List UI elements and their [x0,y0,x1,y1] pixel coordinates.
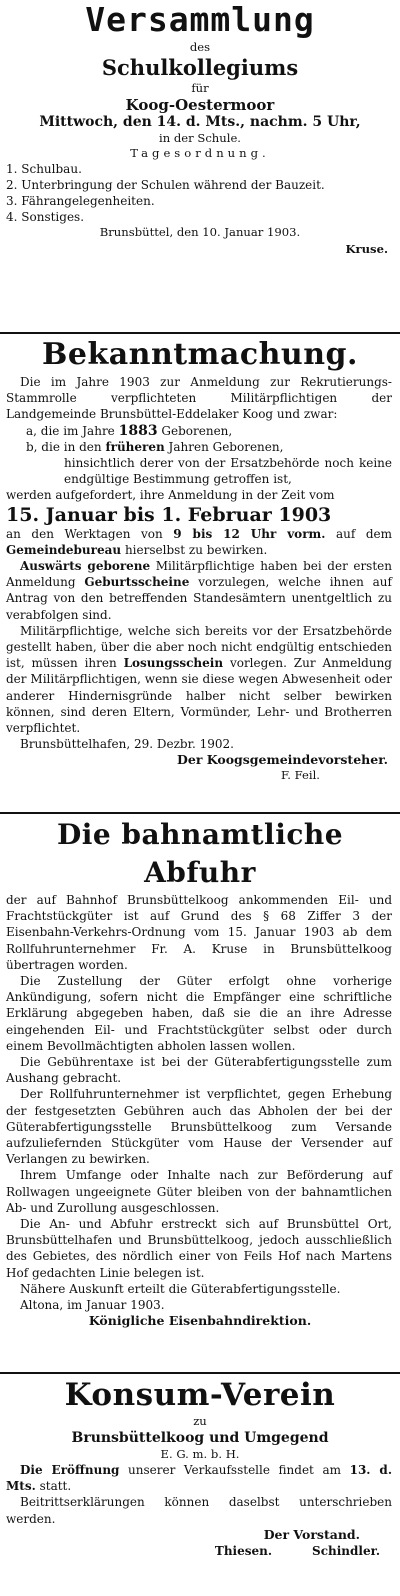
announcement-paragraph [0,558,400,623]
item-a-post: Geborenen, [161,423,233,438]
assembly-org: Schulkollegiums [101,55,299,80]
assembly-when: Mittwoch, den 14. d. Mts., nachm. 5 Uhr, [39,114,361,130]
item-b-pre: b, die in den [26,439,102,454]
item-b-post: Jahren Geborenen, [168,439,284,454]
cooperative-paragraph [0,1462,400,1494]
cooperative-legal: E. G. m. b. H. [160,1447,240,1461]
cooperative-zu: zu [193,1414,207,1428]
office-bold: Gemeindebureau [6,542,122,557]
hours-bold: 9 bis 12 Uhr vorm. [173,526,326,541]
p4-bold: Auswärts geborene [20,559,151,574]
cooperative-notice [0,1376,400,1559]
agenda-item: 1. Schulbau. [6,162,82,176]
freight-signature: Königliche Eisenbahndirektion. [88,1313,312,1329]
divider [0,332,400,334]
announcement-paragraph: werden aufgefordert, ihre Anmeldung in der Zeit vom [6,488,335,503]
hours-pre: an den Werktagen von [6,526,163,541]
announcement-signer: F. Feil. [281,768,320,783]
announcement-notice [0,336,400,783]
p5-post: vorlegen. Zur Anmeldung der Militärpflichtigen, wenn sie diese wegen Abwesenheit oder anderer Hindernisgründe halber nicht selber bewirken können, sind deren Eltern, Vormünder, Lehr- und Brotherren verpflichtet. [6,656,392,736]
opening-mid: unserer Verkaufsstelle findet am [128,1463,341,1477]
divider [0,1372,400,1374]
freight-paragraph: Der Rollfuhrunternehmer ist verpflichtet, gegen Erhebung der festgesetzten Gebühren auch das Abholen der bei der Güterabfertigungsstelle Brunsbüttelkoog zum Versande aufzuliefernden Stückgüter vom Hause der Versender auf Verlangen zu bewirken. [6,1087,392,1167]
announcement-paragraph [0,526,400,558]
freight-paragraph: Die Zustellung der Güter erfolgt ohne vorherige Ankündigung, sofern nicht die Empfänger eine schriftliche Erklärung abgegeben haben, daß sie die an ihre Adresse eingehenden Eil- und Frachtstückgüter selbst oder durch einem Bevollmächtigten abholen lassen wollen. [6,974,392,1053]
freight-paragraph: Ihrem Umfange oder Inhalte nach zur Beförderung auf Rollwagen ungeeignete Güter bleiben von der bahnamtlichen Ab- und Zurollung ausgeschlossen. [6,1168,392,1215]
p4-post: vorzulegen, welche ihnen auf Antrag von den betreffenden Standesämtern unentgeltlich zu verabfolgen sind. [6,575,392,622]
item-b-bold: früheren [105,439,165,454]
p5-bold: Losungsschein [123,656,224,671]
agenda-item: 2. Unterbringung der Schulen während der Bauzeit. [6,178,325,192]
item-b-continuation: hinsichtlich derer von der Ersatzbehörde noch keine endgültige Bestimmung getroffen ist, [64,456,392,487]
freight-paragraph: Nähere Auskunft erteilt die Güterabfertigungsstelle. [20,1281,341,1296]
announcement-signature: Der Koogsgemeindevorsteher. [177,752,388,768]
announcement-title: Bekanntmachung. [42,337,358,372]
board-names [0,1543,400,1559]
hours-post: hierselbst zu bewirken. [124,542,268,557]
item-a-pre: a, die im Jahre [26,423,115,438]
p4-bold2: Geburtsscheine [84,575,190,590]
board-name: Schindler. [312,1543,380,1558]
cooperative-title: Konsum-Verein [64,1377,336,1413]
agenda-item: 3. Fährangelegenheiten. [6,194,155,208]
announcement-item-b [0,439,400,488]
assembly-where: in der Schule. [159,131,241,145]
assembly-des: des [189,40,211,54]
agenda-item: 4. Sonstiges. [6,210,85,224]
announcement-period: 15. Januar bis 1. Februar 1903 [6,503,332,526]
announcement-paragraph [0,623,400,736]
p5-pre: Militärpflichtige, welche sich bereits vor der Ersatzbehörde gestellt haben, über die aber noch nicht endgültig entschieden ist, müssen ihren [6,623,392,671]
announcement-paragraph: Die im Jahre 1903 zur Anmeldung zur Rekrutierungs-Stammrolle verpflichteten Militärpflichtigen der Landgemeinde Brunsbüttel-Eddelaker Koog und zwar: [6,375,392,422]
assembly-place: Koog-Oestermoor [125,96,275,114]
cooperative-paragraph: Beitrittserklärungen können daselbst unterschrieben werden. [6,1495,392,1526]
p4-mid: Militärpflichtige haben bei der ersten Anmeldung [6,559,392,590]
freight-notice [0,816,400,1329]
freight-title: Die bahnamtliche Abfuhr [56,818,344,889]
item-a-year: 1883 [118,422,158,439]
board-name: Thiesen. [214,1543,273,1558]
assembly-fuer: für [191,81,209,95]
announcement-item-a [0,423,400,439]
freight-paragraph: Die An- und Abfuhr erstreckt sich auf Brunsbüttel Ort, Brunsbüttelhafen und Brunsbüttelkoog, jedoch ausschließlich des Gebietes, des nördlich einer von Feils Hof nach Martens Hof gedachten Linie belegen ist. [6,1217,392,1280]
opening-post: statt. [39,1479,72,1494]
opening-bold: Die Eröffnung [20,1463,120,1477]
agenda-title: Tagesordnung. [130,146,270,160]
assembly-signature: Kruse. [345,242,388,256]
opening-date: 13. d. Mts. [6,1463,392,1494]
freight-date: Altona, im Januar 1903. [20,1298,165,1313]
assembly-date: Brunsbüttel, den 10. Januar 1903. [99,225,301,239]
hours-mid: auf dem [335,526,392,541]
cooperative-place: Brunsbüttelkoog und Umgegend [71,1430,329,1446]
board-signature: Der Vorstand. [263,1526,360,1542]
freight-paragraph: Die Gebührentaxe ist bei der Güterabfertigungsstelle zum Aushang gebracht. [6,1055,392,1086]
assembly-notice [0,0,400,257]
freight-paragraph: der auf Bahnhof Brunsbüttelkoog ankommenden Eil- und Frachtstückgüter ist auf Grund des § 68 Ziffer 3 der Eisenbahn-Verkehrs-Ordnung vom 15. Januar 1903 ab dem Rollfuhrunternehmer Fr. A. Kruse in Brunsbüttelkoog übertragen worden. [6,893,392,972]
assembly-title: Versammlung [85,0,315,39]
divider [0,812,400,814]
announcement-date: Brunsbüttelhafen, 29. Dezbr. 1902. [20,737,234,752]
